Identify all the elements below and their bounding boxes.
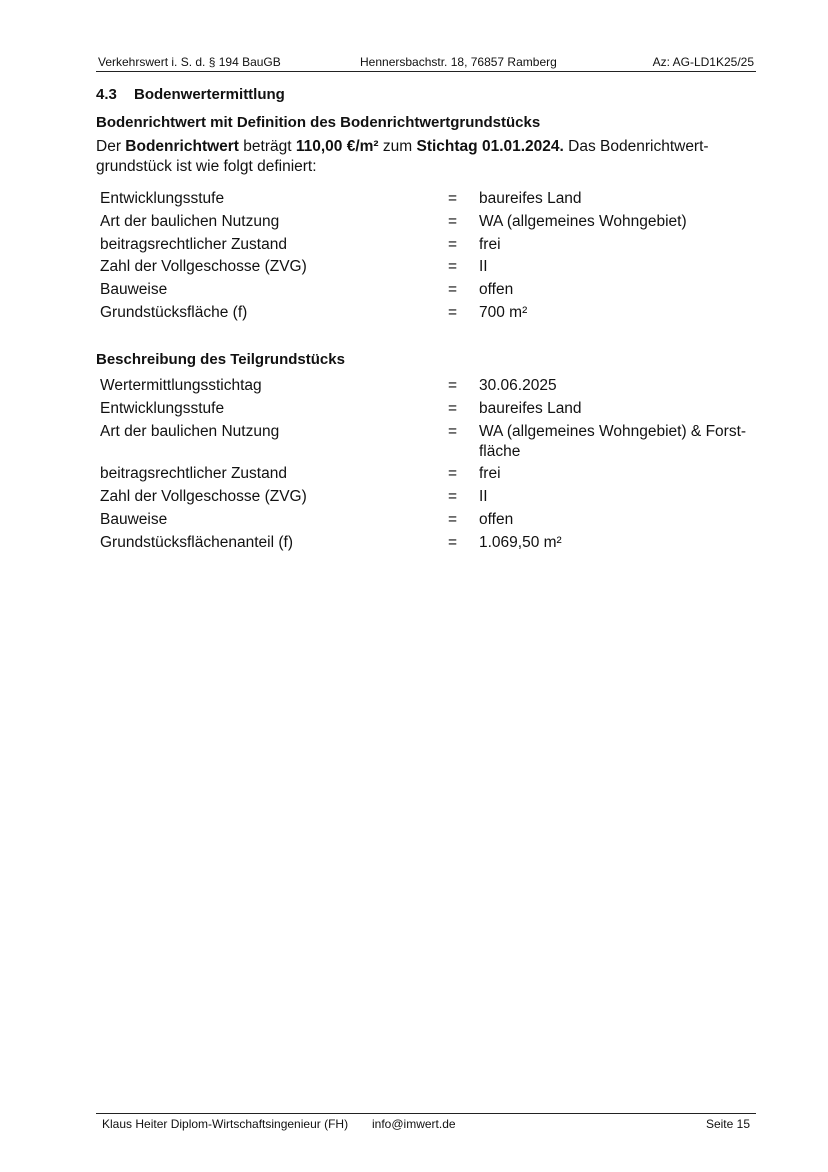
definition-table (100, 189, 780, 326)
intro-text-2: beträgt (238, 138, 296, 155)
section-title: Bodenwertermittlung (134, 86, 285, 103)
row-value: baureifes Land (479, 399, 582, 417)
row-equals: = (448, 377, 458, 394)
definition-heading: Bodenrichtwert mit Definition des Bodenrichtwertgrundstücks (96, 114, 541, 131)
row-equals: = (448, 190, 458, 207)
row-label: beitragsrechtlicher Zustand (100, 465, 287, 483)
footer-email: info@imwert.de (372, 1117, 456, 1131)
row-label: Zahl der Vollgeschosse (ZVG) (100, 488, 307, 506)
row-equals: = (448, 303, 458, 321)
footer-page-number: Seite 15 (705, 1117, 750, 1131)
section-heading (96, 86, 285, 103)
table-row (100, 376, 780, 396)
table-row (100, 399, 780, 419)
page-footer (96, 1113, 756, 1134)
teilgrundstueck-table (100, 376, 780, 556)
intro-bold-value: 110,00 €/m² (295, 138, 379, 155)
row-equals: = (448, 422, 458, 440)
row-equals: = (448, 533, 458, 551)
footer-author: Klaus Heiter Diplom-Wirtschaftsingenieur (FH) (102, 1117, 349, 1131)
row-label: Bauweise (100, 510, 168, 528)
row-value: 700 m² (479, 303, 528, 321)
table-row (100, 189, 780, 209)
table-row (100, 510, 780, 530)
page-header (96, 55, 756, 72)
intro-bold-term: Bodenrichtwert (125, 138, 239, 155)
row-equals: = (448, 212, 458, 230)
table-row (100, 257, 780, 277)
table-row (100, 280, 780, 300)
table-row (100, 533, 780, 553)
row-equals: = (448, 258, 458, 276)
header-legal-reference: Verkehrswert i. S. d. § 194 BauGB (98, 55, 281, 69)
row-value: offen (479, 281, 514, 299)
row-value: baureifes Land (479, 190, 582, 207)
row-label: Entwicklungsstufe (100, 190, 225, 207)
row-equals: = (448, 235, 458, 253)
row-label: beitragsrechtlicher Zustand (100, 235, 287, 253)
row-label: Grundstücksflächenanteil (f) (100, 533, 293, 551)
intro-text-3: zum (378, 138, 417, 155)
row-label: Bauweise (100, 281, 168, 299)
row-equals: = (448, 510, 458, 528)
header-case-number: Az: AG-LD1K25/25 (652, 55, 754, 69)
row-label: Entwicklungsstufe (100, 399, 225, 417)
row-label: Grundstücksfläche (f) (100, 303, 248, 321)
row-value: WA (allgemeines Wohngebiet) (479, 212, 687, 230)
table-row (100, 422, 780, 462)
table-row (100, 464, 780, 484)
table-row (100, 303, 780, 323)
row-equals: = (448, 465, 458, 483)
intro-text-4: Das Bodenrichtwert-grundstück ist wie folgt definiert: (96, 138, 709, 175)
section-number: 4.3 (96, 86, 117, 103)
teilgrundstueck-heading: Beschreibung des Teilgrundstücks (96, 351, 345, 368)
row-value: frei (479, 465, 501, 483)
intro-text-1: Der (96, 138, 126, 155)
row-equals: = (448, 488, 458, 506)
row-value: II (479, 258, 488, 276)
row-value: II (479, 488, 488, 506)
table-row (100, 235, 780, 255)
definition-intro-paragraph (96, 137, 756, 177)
row-value: 1.069,50 m² (479, 533, 562, 551)
row-value: 30.06.2025 (479, 377, 557, 394)
row-equals: = (448, 399, 458, 417)
row-label: Zahl der Vollgeschosse (ZVG) (100, 258, 307, 276)
row-label: Wertermittlungsstichtag (100, 377, 262, 394)
table-row (100, 487, 780, 507)
intro-bold-date: Stichtag 01.01.2024. (416, 138, 564, 155)
row-label: Art der baulichen Nutzung (100, 212, 280, 230)
row-value: offen (479, 510, 514, 528)
row-label: Art der baulichen Nutzung (100, 422, 280, 440)
table-row (100, 212, 780, 232)
header-property-address: Hennersbachstr. 18, 76857 Ramberg (360, 55, 557, 69)
row-equals: = (448, 281, 458, 299)
row-value: frei (479, 235, 501, 253)
row-value: WA (allgemeines Wohngebiet) & Forst-fläche (479, 422, 747, 460)
